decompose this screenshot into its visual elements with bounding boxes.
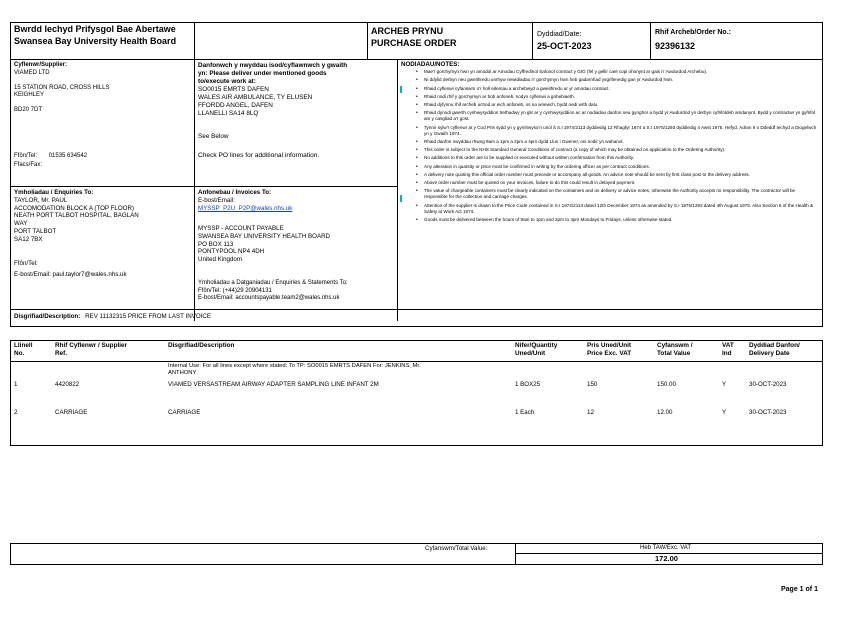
invoices-label: Anfonebau / Invoices To:: [198, 189, 272, 196]
note-item: • Attention of the supplier is drawn to the Price Code contained in S.I 1974/2113 dated 12th December 1974 as amended by S.I 1975/1293 dated 4th August 1975. Also Section 6 of the Health & Safety at Work Act 1974.: [398, 203, 818, 215]
org-name-welsh: Bwrdd Iechyd Prifysgol Bae Abertawe: [14, 24, 176, 34]
note-item: • The value of chargeable containers must be clearly indicated on the containers and on delivery or advice notes, otherwise the Authority accepts no responsibility. The contractor will be responsible for the collection and carriage charges.: [398, 188, 818, 200]
delivery-see-below: See Below: [198, 133, 229, 140]
supplier-line: KEIGHLEY: [14, 92, 45, 98]
row-1-total: 150.00: [657, 381, 676, 388]
supplier-fax-label: Ffacs/Fax:: [14, 162, 43, 168]
row-1-line: 1: [14, 381, 18, 388]
supplier-line: [14, 77, 192, 85]
title-welsh: ARCHEB PRYNU: [371, 26, 444, 36]
internal-use-line: Internal Use: For all lines except where stated: To TP: SO0015 EMRTS DAFEN For: JENKINS, Mr.: [168, 363, 421, 369]
col-header-quantity-text: Uned/Unit: [515, 349, 546, 357]
note-item: • Rhaid danfon nwyddau rhwng 9am a 1pm a 2pm a 4pm dydd Llun i Gwener, oni nodir yn wahanol.: [398, 139, 818, 145]
delivery-label: to/execute work at:: [198, 78, 256, 85]
enquiries-email: E-bost/Email: paul.taylor7@wales.nhs.uk: [14, 271, 127, 278]
row-1-description: VIAMED VERSASTREAM AIRWAY ADAPTER SAMPLING LINE INFANT 2M: [168, 381, 379, 388]
supplier-label: Cyflenwr/Supplier:: [14, 62, 68, 68]
col-header-unit-price-text: Pris Uned/Unit: [587, 342, 632, 349]
col-header-total-text: Cyfanswm /: [657, 342, 693, 349]
supplier-phone-value: 01535 634542: [48, 153, 88, 159]
col-header-vat-text: Ind: [722, 349, 732, 357]
notes-label: NODIADAU/NOTES:: [401, 61, 460, 68]
col-header-vat: [722, 342, 734, 357]
org-name-english: Swansea Bay University Health Board: [14, 36, 177, 46]
invoices-email-label: E-bost/Email:: [198, 196, 235, 204]
note-item: • Rhaid dyfynnu rhif archeb uchod ar eich anfoneb, os na wnewch, bydd oedi wrth dalu.: [398, 102, 818, 108]
statements-section: [198, 280, 394, 303]
header-divider-4: [650, 22, 651, 59]
row-2-quantity: 1 Each: [515, 409, 535, 416]
order-number-label: Rhif Archeb/Order No.:: [655, 29, 731, 36]
col-header-quantity-text: Nifer/Quantity: [515, 342, 558, 349]
col-header-description: [168, 342, 234, 350]
totals-label: Cyfanswm/Total Value:: [425, 545, 488, 552]
row-2-total: 12.00: [657, 409, 673, 416]
enquiries-line: WAY: [14, 220, 28, 227]
note-item: • A delivery note quoting this official order number must precede or accompany all goods. An advice note should be sent by first class post to the delivery address.: [398, 172, 818, 178]
enquiries-line: PORT TALBOT: [14, 227, 57, 235]
row-2-unit-price: 12: [587, 409, 594, 416]
internal-use-line: ANTHONY: [168, 369, 197, 376]
note-item: • Above order number must be quoted on your invoices, failure to do this could result in delayed payment.: [398, 180, 818, 186]
line-items-table: [10, 340, 823, 446]
row-1-part: 4420822: [55, 381, 80, 388]
header-divider-1: [194, 22, 195, 321]
col-header-line: [14, 342, 32, 357]
supplier-line: VIAMED LTD: [14, 69, 50, 76]
totals-vat-label: Heb TAW/Exc. VAT: [640, 545, 692, 551]
col-header-part-text: Rhif Cyflenwr / Supplier: [55, 342, 128, 349]
internal-use-note: [168, 363, 421, 377]
enquiries-line: NEATH PORT TALBOT HOSPITAL, BAGLAN: [14, 212, 139, 220]
delivery-address-line: FFORDD ANGEL, DAFEN: [198, 102, 273, 109]
col-header-line-text: Llinell: [14, 342, 33, 349]
supplier-section: [14, 62, 192, 115]
statements-email: E-bost/Email: accountspayable.team2@wales.nhs.uk: [198, 295, 340, 301]
header-hline-top: [10, 59, 823, 60]
notes-list: [398, 69, 818, 225]
totals-box: [10, 543, 823, 565]
date-value: 25-OCT-2023: [537, 41, 592, 51]
order-number-value: 92396132: [655, 41, 696, 51]
row-2-vat: Y: [722, 409, 727, 416]
header-divider-5: [367, 22, 368, 59]
col-header-total-text: Total Value: [657, 349, 691, 357]
row-2-description: CARRIAGE: [168, 409, 201, 416]
col-header-part: [55, 342, 127, 357]
col-header-delivery-date-text: Dyddiad Danfon/: [749, 342, 800, 349]
statements-phone: Ffôn/Tel: (+44)29 20904131: [198, 287, 272, 294]
note-item: • Rhaid dynodi gwerth cynhwysyddion trethadwy yn glir ar y cynhwysyddion ac ar nodiadau danfon neu gynghor a bydd yr Awdurdod yn derbyn cyfrifoldeb amdanynt. Bydd y contractwr yn gyfrifol am y casgliad a'r gost.: [398, 110, 818, 122]
enquiries-label: Ymholiadau / Enquiries To:: [14, 189, 94, 196]
header-hline-desc: [10, 309, 823, 310]
note-item: • No additions to this order are to be supplied or executed without written confirmation from this Authority.: [398, 155, 818, 161]
row-1-quantity: 1 BOX25: [515, 381, 541, 388]
title-english: PURCHASE ORDER: [371, 38, 457, 48]
header-hline-mid: [10, 186, 397, 187]
note-item: • Any alteration in quantity or price must be confirmed in writing by the ordering officer as per contract conditions.: [398, 164, 818, 170]
invoices-address-line: SWANSEA BAY UNIVERSITY HEALTH BOARD: [198, 232, 331, 240]
col-header-delivery-date: [749, 342, 800, 357]
note-item: • Tynnir sylw'r cyflenwr at y Cod Pris sydd yn y gymhwyso'n unol â S.I 1974/2113 dyddiedig 12 Rhagfyr 1974 a S.I 1975/1293 dyddiedig 4 Awst 1975. Hefyd, Adran 6 o Ddeddf Iechyd a Diogelwch yn y Gwaith 1974.: [398, 125, 818, 137]
description-bar: [14, 313, 211, 321]
supplier-line: [14, 100, 192, 108]
description-value: REV 11132315 PRICE FROM LAST INVOICE: [85, 313, 211, 320]
col-header-delivery-date-text: Delivery Date: [749, 349, 790, 357]
invoices-address-line: MYSSP - ACCOUNT PAYABLE: [198, 225, 284, 232]
col-header-unit-price: [587, 342, 631, 357]
note-item: • Ni ddylid derbyn neu gweithredu unrhyw newidiadau i'r gorchymyn hwn heb gadarnhad ysgrifenedig gan yr Awdurdod hwn.: [398, 77, 818, 83]
delivery-label: yn: Please deliver under mentioned goods: [198, 70, 327, 77]
note-item: • Rhaid cyflenwi cyfanswm o'r holl eitemau a archebwyd a gweithredu ar yr amodau contract.: [398, 86, 818, 92]
row-2-part: CARRIAGE: [55, 409, 88, 416]
invoices-email-link[interactable]: MYSSP_P2U_P2P@wales.nhs.uk: [198, 204, 293, 212]
row-1-unit-price: 150: [587, 381, 598, 388]
header-divider-3: [532, 22, 533, 59]
row-2-line: 2: [14, 409, 18, 416]
date-label: Dyddiad/Date:: [537, 31, 582, 38]
invoices-section: [198, 189, 394, 212]
enquiries-line: SA12 7BX: [14, 235, 43, 243]
row-1-delivery-date: 30-OCT-2023: [749, 381, 787, 388]
col-header-total: [657, 342, 693, 357]
supplier-line: 15 STATION ROAD, CROSS HILLS: [14, 84, 110, 91]
note-item: • This order is subject to the NHS Standard General Conditions of contract (a copy of which may be obtained on application to the Ordering Authority).: [398, 147, 818, 153]
delivery-label: Danfonwch y nwyddau isod/cyflawnwch y gwaith: [198, 62, 348, 69]
enquiries-line: ACCOMODATION BLOCK A (TOP FLOOR): [14, 204, 134, 212]
delivery-section: [198, 62, 394, 118]
totals-divider: [515, 543, 516, 565]
invoices-address-line: PO BOX 113: [198, 240, 234, 248]
supplier-phone: [14, 153, 87, 161]
delivery-check-lines: Check PO lines for additional information.: [198, 152, 320, 159]
note-item: • Goods must be delivered between the hours of 9am to 1pm and 2pm to 4pm Mondays to Fridays, unless otherwise stated.: [398, 217, 818, 223]
enquiries-phone-label: Ffôn/Tel:: [14, 260, 38, 267]
page-number: Page 1 of 1: [781, 586, 818, 593]
delivery-address-line: SO0015 EMRTS DAFEN: [198, 86, 269, 93]
delivery-address-line: WALES AIR AMBULANCE, TY ELUSEN: [198, 94, 313, 101]
note-item: • Mae'r gorchymyn hwn yn amodol ar Amodau Cyffredinol Safonol contract y GIG (fel y gellir cael copi ohonynt ar gais i'r Awdurdod Archebu).: [398, 69, 818, 75]
col-header-vat-text: VAT: [722, 342, 734, 349]
enquiries-section: [14, 189, 192, 243]
supplier-phone-label: Ffôn/Tel:: [14, 153, 38, 159]
invoices-address: [198, 225, 394, 264]
col-header-description-text: Disgrifiad/Description: [168, 342, 235, 349]
description-label: Disgrifiad/Description:: [14, 313, 81, 320]
enquiries-line: TAYLOR, Mr. PAUL: [14, 196, 68, 204]
col-header-line-text: No.: [14, 349, 25, 357]
col-header-unit-price-text: Price Exc. VAT: [587, 349, 632, 357]
totals-value: 172.00: [655, 554, 678, 563]
delivery-address-line: LLANELLI SA14 8LQ: [198, 110, 259, 117]
row-1-vat: Y: [722, 381, 727, 388]
row-2-delivery-date: 30-OCT-2023: [749, 409, 787, 416]
invoices-address-line: PONTYPOOL NP4 4DH: [198, 248, 265, 256]
col-header-part-text: Ref.: [55, 349, 68, 357]
invoices-address-line: United Kingdom: [198, 256, 243, 263]
note-item: • Rhaid nodi rhif y gorchymyn ar bob anfoneb, nodyn cyflenwi a gohebiaeth.: [398, 94, 818, 100]
statements-label: Ymholiadau a Datganiadau / Enquiries & Statements To:: [198, 280, 348, 286]
supplier-line: BD20 7DT: [14, 107, 43, 113]
col-header-quantity: [515, 342, 557, 357]
table-header-rule: [10, 361, 823, 362]
